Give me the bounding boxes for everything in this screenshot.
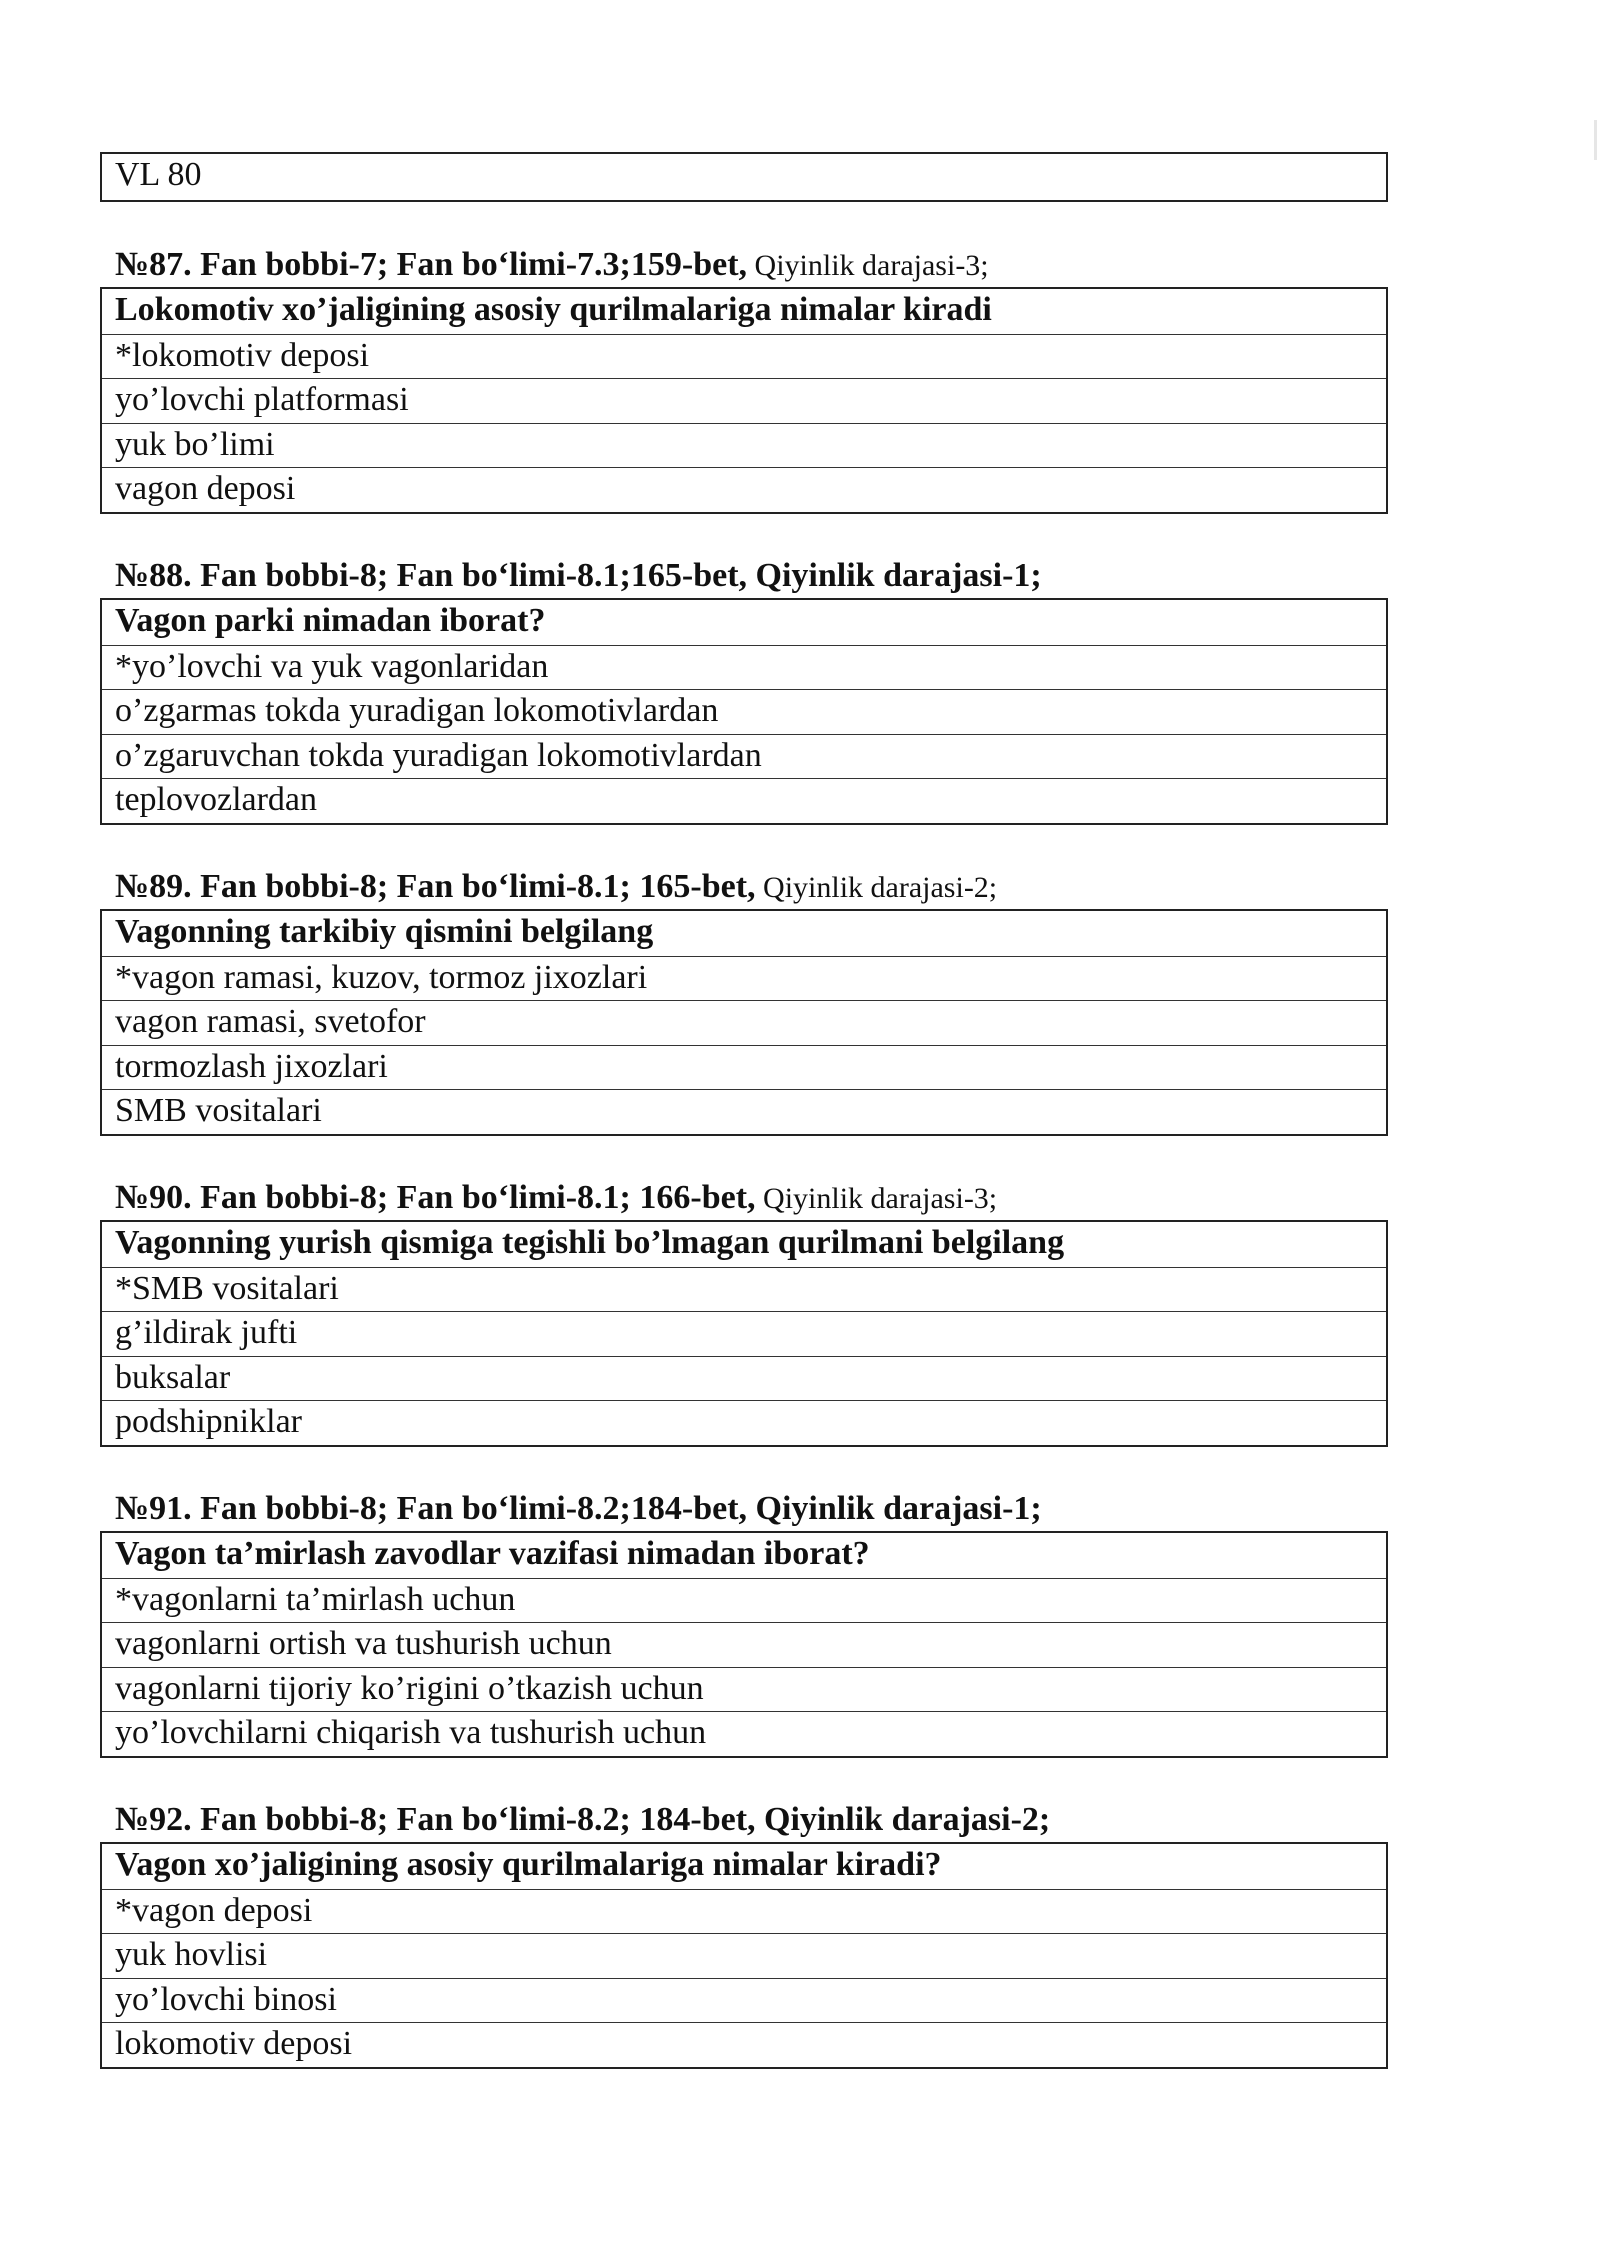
- option-row: vagonlarni tijoriy ko’rigini o’tkazish uchun: [102, 1667, 1386, 1712]
- option-row: yo’lovchilarni chiqarish va tushurish uchun: [102, 1711, 1386, 1756]
- question-header: [100, 1176, 1388, 1220]
- option-row: vagon deposi: [102, 467, 1386, 512]
- question-header-main: №89. Fan bobbi-8; Fan bo‘limi-8.1; 165-bet,: [115, 868, 756, 905]
- question-header-main: №91. Fan bobbi-8; Fan bo‘limi-8.2;184-bet, Qiyinlik darajasi-1;: [115, 1490, 1042, 1527]
- question-header-main: №90. Fan bobbi-8; Fan bo‘limi-8.1; 166-bet,: [115, 1179, 756, 1216]
- question-block-89: [100, 865, 1388, 1136]
- question-table: [100, 909, 1388, 1136]
- question-table: [100, 1220, 1388, 1447]
- question-text: Vagonning tarkibiy qismini belgilang: [115, 913, 654, 950]
- option-row: *yo’lovchi va yuk vagonlaridan: [102, 645, 1386, 690]
- option-row: buksalar: [102, 1356, 1386, 1401]
- option-row: *vagon ramasi, kuzov, tormoz jixozlari: [102, 956, 1386, 1001]
- question-header-main: №88. Fan bobbi-8; Fan bo‘limi-8.1;165-bet, Qiyinlik darajasi-1;: [115, 557, 1042, 594]
- question-text: Vagon xo’jaligining asosiy qurilmalariga nimalar kiradi?: [115, 1846, 942, 1883]
- option-row: yuk hovlisi: [102, 1933, 1386, 1978]
- option-row: *SMB vositalari: [102, 1267, 1386, 1312]
- option-row: vagon ramasi, svetofor: [102, 1000, 1386, 1045]
- question-header-main: №92. Fan bobbi-8; Fan bo‘limi-8.2; 184-bet, Qiyinlik darajasi-2;: [115, 1801, 1051, 1838]
- question-block-88: [100, 554, 1388, 825]
- option-row: tormozlash jixozlari: [102, 1045, 1386, 1090]
- question-header: [100, 1487, 1388, 1531]
- question-block-92: [100, 1798, 1388, 2069]
- page-edge-mark: [1594, 120, 1597, 160]
- option-row: podshipniklar: [102, 1400, 1386, 1445]
- option-row: vagonlarni ortish va tushurish uchun: [102, 1622, 1386, 1667]
- question-block-87: [100, 243, 1388, 514]
- option-row: *lokomotiv deposi: [102, 334, 1386, 379]
- question-text: Vagonning yurish qismiga tegishli bo’lmagan qurilmani belgilang: [115, 1224, 1065, 1261]
- question-header: [100, 554, 1388, 598]
- question-table: [100, 1842, 1388, 2069]
- question-header-difficulty: Qiyinlik darajasi-3;: [755, 1182, 998, 1215]
- option-row: o’zgarmas tokda yuradigan lokomotivlardan: [102, 689, 1386, 734]
- option-row: yo’lovchi binosi: [102, 1978, 1386, 2023]
- question-header: [100, 1798, 1388, 1842]
- question-table: [100, 598, 1388, 825]
- question-header-main: №87. Fan bobbi-7; Fan bo‘limi-7.3;159-bet,: [115, 246, 748, 283]
- question-table: [100, 287, 1388, 514]
- option-row: *vagon deposi: [102, 1889, 1386, 1934]
- option-row: yuk bo’limi: [102, 423, 1386, 468]
- question-table: [100, 1531, 1388, 1758]
- option-row: g’ildirak jufti: [102, 1311, 1386, 1356]
- question-header: [100, 243, 1388, 287]
- option-row: o’zgaruvchan tokda yuradigan lokomotivlardan: [102, 734, 1386, 779]
- question-text: Lokomotiv xo’jaligining asosiy qurilmalariga nimalar kiradi: [115, 291, 992, 328]
- option-row: VL 80: [115, 156, 202, 193]
- option-row: lokomotiv deposi: [102, 2022, 1386, 2067]
- option-row: yo’lovchi platformasi: [102, 378, 1386, 423]
- question-header: [100, 865, 1388, 909]
- question-header-difficulty: Qiyinlik darajasi-3;: [747, 249, 989, 282]
- question-text: Vagon parki nimadan iborat?: [115, 602, 546, 639]
- question-header-difficulty: Qiyinlik darajasi-2;: [755, 871, 998, 904]
- question-block-91: [100, 1487, 1388, 1758]
- question-text: Vagon ta’mirlash zavodlar vazifasi nimadan iborat?: [115, 1535, 870, 1572]
- option-row: *vagonlarni ta’mirlash uchun: [102, 1578, 1386, 1623]
- option-row: teplovozlardan: [102, 778, 1386, 823]
- top-answer-block: [100, 152, 1388, 202]
- top-answer-table: [100, 152, 1388, 202]
- option-row: SMB vositalari: [102, 1089, 1386, 1134]
- question-block-90: [100, 1176, 1388, 1447]
